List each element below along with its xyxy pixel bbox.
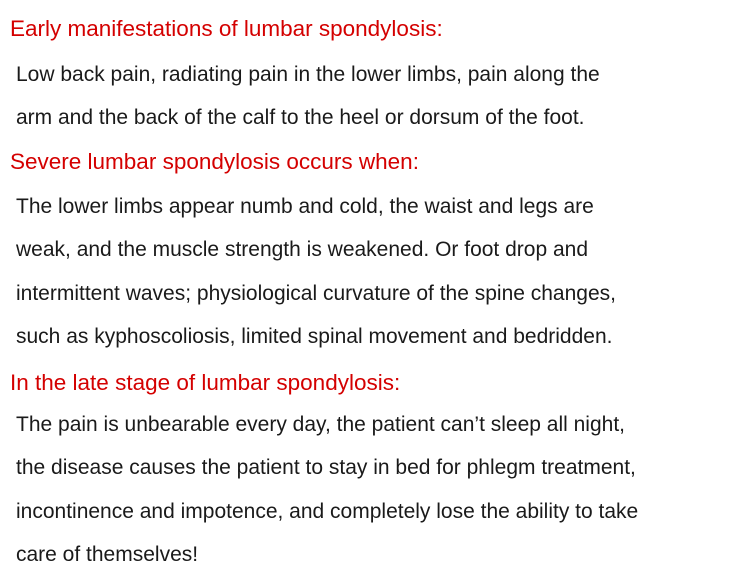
section-severe-line-4: such as kyphoscoliosis, limited spinal movement and bedridden.	[16, 325, 613, 348]
section-severe-line-1: The lower limbs appear numb and cold, the waist and legs are	[16, 195, 594, 218]
section-severe-line-3: intermittent waves; physiological curvature of the spine changes,	[16, 282, 616, 305]
section-late-line-2: the disease causes the patient to stay in bed for phlegm treatment,	[16, 456, 636, 479]
section-heading-late: In the late stage of lumbar spondylosis:	[10, 370, 401, 395]
section-early-line-1: Low back pain, radiating pain in the lower limbs, pain along the	[16, 63, 600, 86]
section-late-line-4: care of themselves!	[16, 543, 199, 566]
section-late-line-1: The pain is unbearable every day, the patient can’t sleep all night,	[16, 413, 625, 436]
section-heading-severe: Severe lumbar spondylosis occurs when:	[10, 149, 419, 174]
section-heading-early: Early manifestations of lumbar spondylosis:	[10, 16, 443, 41]
section-severe-line-2: weak, and the muscle strength is weakened. Or foot drop and	[16, 238, 588, 261]
section-early-line-2: arm and the back of the calf to the heel or dorsum of the foot.	[16, 106, 585, 129]
section-late-line-3: incontinence and impotence, and completely lose the ability to take	[16, 500, 639, 523]
